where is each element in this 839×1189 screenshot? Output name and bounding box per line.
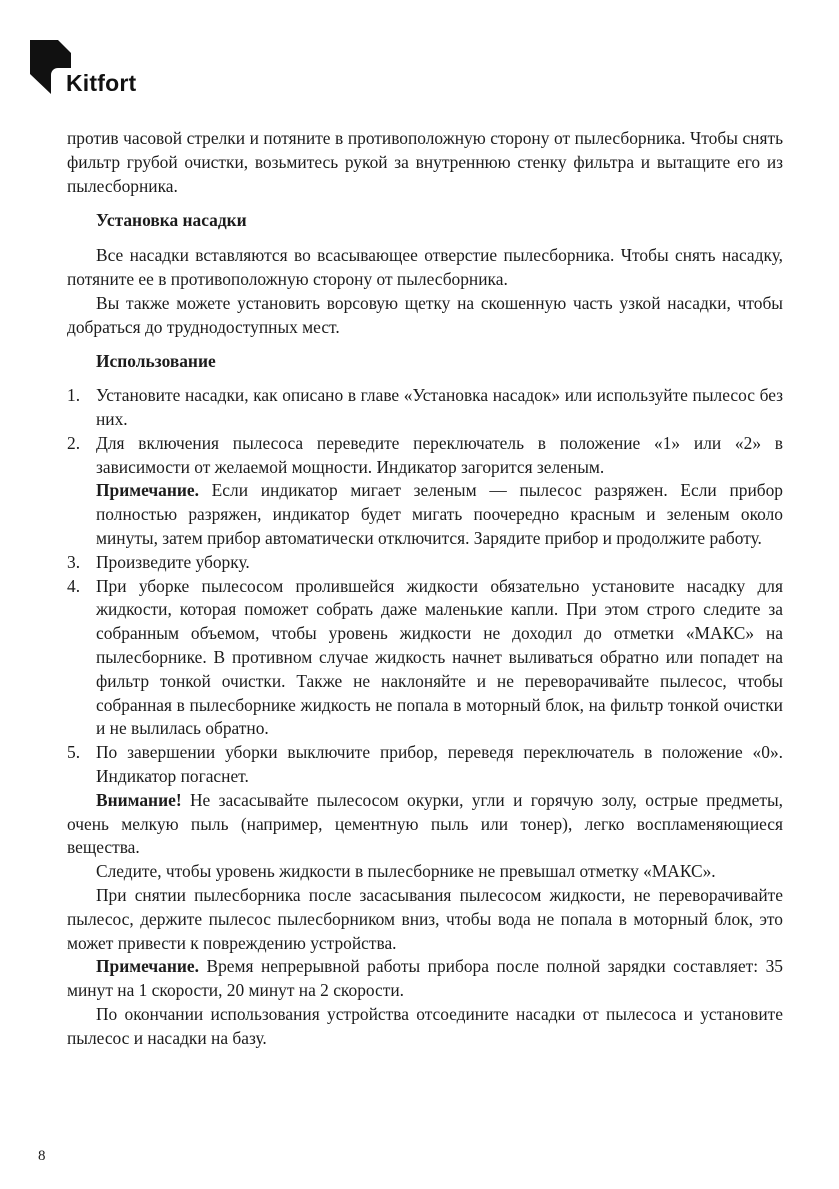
paragraph-liquid-level: Следите, чтобы уровень жидкости в пылесборнике не превышал отметку «МАКС». [96,861,716,882]
step-number: 1. [67,385,81,406]
brand-name: Kitfort [66,70,137,96]
note-text: Время непрерывной работы прибора после полной зарядки составляет: 35 минут на 1 скорости, 20 минут на 2 скорости. [67,956,783,1001]
heading-usage: Использование [96,351,216,372]
step-text: Произведите уборку. [96,551,250,572]
paragraph-filter-removal: против часовой стрелки и потяните в противоположную сторону от пылесборника. Чтобы снять фильтр грубой очистки, возьмитесь рукой за внутреннюю стенку фильтра и вытащите его из пылесборника. [67,128,783,196]
list-item [67,432,783,551]
step-number: 3. [67,551,81,572]
step-text: По завершении уборки выключите прибор, переведя переключатель в положение «0». Индикатор погаснет. [96,742,783,786]
paragraph-dustbin-removal: При снятии пылесборника после засасывания пылесосом жидкости, не переворачивайте пылесос, держите пылесос пылесборником вниз, чтобы вода не попала в моторный блок, это может привести к повреждению устройства. [67,884,783,953]
list-item [67,741,783,789]
page-number: 8 [38,1148,46,1164]
step-note [96,479,783,550]
attention-text: Не засасывайте пылесосом окурки, угли и горячую золу, острые предметы, очень мелкую пыль (например, цементную пыль или тонер), легко воспламеняющиеся вещества. [67,789,783,858]
step-text: Установите насадки, как описано в главе «Установка насадок» или используйте пылесос без них. [96,385,783,429]
step-text: Для включения пылесоса переведите переключатель в положение «1» или «2» в зависимости от желаемой мощности. Индикатор загорится зеленым. [96,432,783,477]
list-item [67,575,783,742]
heading-nozzle-installation: Установка насадки [96,210,247,231]
usage-steps-list [67,384,783,789]
note-paragraph [67,955,783,1003]
step-text: При уборке пылесосом пролившейся жидкости обязательно установите насадку для жидкости, которая поможет собрать даже маленькие капли. При этом строго следите за собранным объемом, чтобы уровень жидкости не доходил до отметки «МАКС» на пылесборнике. В противном случае жидкость начнет выливаться обратно или попадет на фильтр тонкой очистки. Также не наклоняйте и не переворачивайте пылесос, чтобы собранная в пылесборнике жидкость не попала в моторный блок, на фильтр тонкой очистки и не вылилась обратно. [96,575,783,739]
note-text: Если индикатор мигает зеленым — пылесос разряжен. Если прибор полностью разряжен, индикатор будет мигать поочередно красным и зеленым около минуты, затем прибор автоматически отключится. Зарядите прибор и продолжите работу. [96,480,783,548]
paragraph-after-use: По окончании использования устройства отсоедините насадки от пылесоса и установите пылесос и насадки на базу. [67,1003,783,1048]
page-content [67,127,783,1050]
list-item [67,551,783,575]
paragraph-bristle-brush: Вы также можете установить ворсовую щетку на скошенную часть узкой насадки, чтобы добраться до труднодоступных мест. [67,292,783,337]
paragraph-nozzle-insert: Все насадки вставляются во всасывающее отверстие пылесборника. Чтобы снять насадку, потяните ее в противоположную сторону от пылесборника. [67,245,783,289]
warning-paragraph [67,789,783,860]
note-label: Примечание. [96,956,199,977]
attention-label: Внимание! [96,789,182,810]
step-number: 4. [67,575,81,596]
list-item [67,384,783,432]
step-number: 2. [67,432,81,453]
step-number: 5. [67,742,81,763]
note-label: Примечание. [96,480,199,501]
